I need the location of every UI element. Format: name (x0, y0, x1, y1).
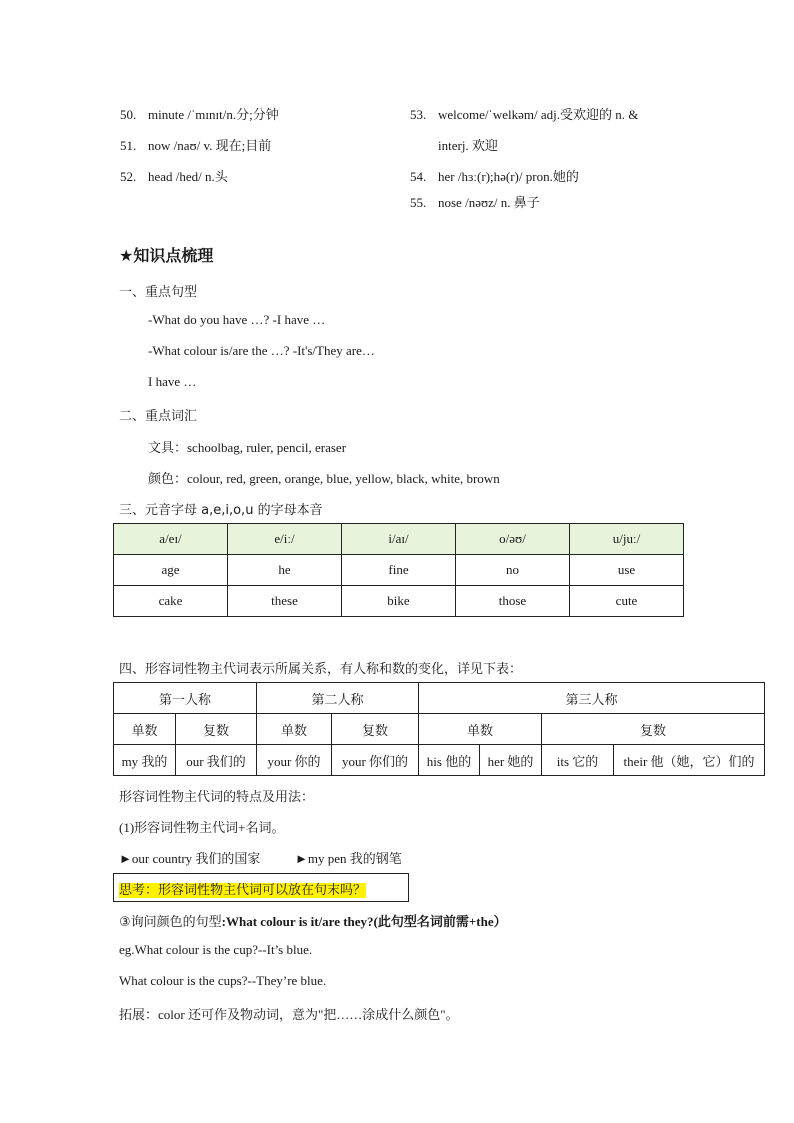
sentence-pattern-2: -What colour is/are the …? -It's/They are… (148, 343, 375, 358)
vowel-cell: fine (342, 555, 456, 586)
usage-example-2: ►my pen 我的钢笔 (295, 851, 402, 866)
vowel-row (114, 555, 684, 586)
usage-eg-2: What colour is the cups?--They’re blue. (119, 973, 327, 988)
plural-header: 复数 (176, 714, 257, 745)
usage-title: 形容词性物主代词的特点及用法： (119, 790, 315, 805)
vocab-52: 52. head /hed/ n.头 (120, 169, 228, 184)
vowel-cell: a/eɪ/ (114, 524, 228, 555)
usage-point-3-pattern: :What colour is it/are they?(此句型名词前需+the） (221, 914, 507, 929)
vowel-cell: he (228, 555, 342, 586)
singular-header: 单数 (419, 714, 542, 745)
part1-title: 一、重点句型 (119, 285, 198, 300)
sentence-pattern-3: I have … (148, 374, 197, 389)
vocab-stationery: 文具：schoolbag, ruler, pencil, eraser (148, 440, 347, 455)
vowel-cell: bike (342, 586, 456, 617)
possessive-table (113, 682, 765, 776)
vowel-cell: no (456, 555, 570, 586)
pronoun-cell: their 他（她，它）们的 (614, 745, 765, 776)
think-box (113, 873, 409, 902)
vocab-50: 50. minute /ˈmɪnɪt/n.分;分钟 (120, 107, 279, 122)
first-person-header: 第一人称 (114, 683, 257, 714)
pronoun-cell: her 她的 (480, 745, 542, 776)
usage-example-1: ►our country 我们的国家 (119, 851, 261, 866)
pronoun-cell: its 它的 (542, 745, 614, 776)
usage-point-3-prefix: ③询问颜色的句型 (119, 915, 222, 930)
vocab-55: 55. nose /nəʊz/ n. 鼻子 (410, 195, 540, 210)
number-header-row (114, 714, 765, 745)
third-person-header: 第三人称 (419, 683, 765, 714)
vowel-cell: cake (114, 586, 228, 617)
sentence-pattern-1: -What do you have …? -I have … (148, 312, 326, 327)
vowel-cell: cute (570, 586, 684, 617)
person-header-row (114, 683, 765, 714)
usage-extend: 拓展：color 还可作及物动词，意为"把……涂成什么颜色"。 (119, 1007, 459, 1022)
vocab-51: 51. now /naʊ/ v. 现在;目前 (120, 138, 272, 153)
pronoun-row (114, 745, 765, 776)
part3-title: 三、元音字母 a,e,i,o,u 的字母本音 (119, 503, 323, 518)
think-question: 思考：形容词性物主代词可以放在句末吗？ (119, 883, 367, 898)
usage-eg-1: eg.What colour is the cup?--It’s blue. (119, 942, 313, 957)
vowel-cell: e/iː/ (228, 524, 342, 555)
second-person-header: 第二人称 (257, 683, 419, 714)
vowel-cell: those (456, 586, 570, 617)
part4-title: 四、形容词性物主代词表示所属关系，有人称和数的变化，详见下表： (119, 662, 523, 677)
usage-point-3 (119, 911, 507, 930)
plural-header: 复数 (542, 714, 765, 745)
vowel-header-row (114, 524, 684, 555)
vocab-54: 54. her /hɜː(r);hə(r)/ pron.她的 (410, 169, 579, 184)
vowel-row (114, 586, 684, 617)
vowel-cell: o/əʊ/ (456, 524, 570, 555)
vowel-cell: age (114, 555, 228, 586)
plural-header: 复数 (332, 714, 419, 745)
section-title: ★知识点梳理 (119, 246, 214, 265)
vowel-cell: these (228, 586, 342, 617)
vowel-cell: u/juː/ (570, 524, 684, 555)
pronoun-cell: your 你的 (257, 745, 332, 776)
vocab-53: 53. welcome/ˈwelkəm/ adj.受欢迎的 n. & (410, 107, 639, 122)
vowel-cell: use (570, 555, 684, 586)
singular-header: 单数 (114, 714, 176, 745)
vocab-colours: 颜色：colour, red, green, orange, blue, yellow, black, white, brown (148, 471, 500, 486)
vowel-cell: i/aɪ/ (342, 524, 456, 555)
pronoun-cell: our 我们的 (176, 745, 257, 776)
singular-header: 单数 (257, 714, 332, 745)
usage-point-1: (1)形容词性物主代词+名词。 (119, 820, 285, 835)
vowel-table (113, 523, 684, 617)
pronoun-cell: his 他的 (419, 745, 480, 776)
pronoun-cell: my 我的 (114, 745, 176, 776)
vocab-53-cont: interj. 欢迎 (438, 138, 498, 153)
pronoun-cell: your 你们的 (332, 745, 419, 776)
part2-title: 二、重点词汇 (119, 409, 198, 424)
